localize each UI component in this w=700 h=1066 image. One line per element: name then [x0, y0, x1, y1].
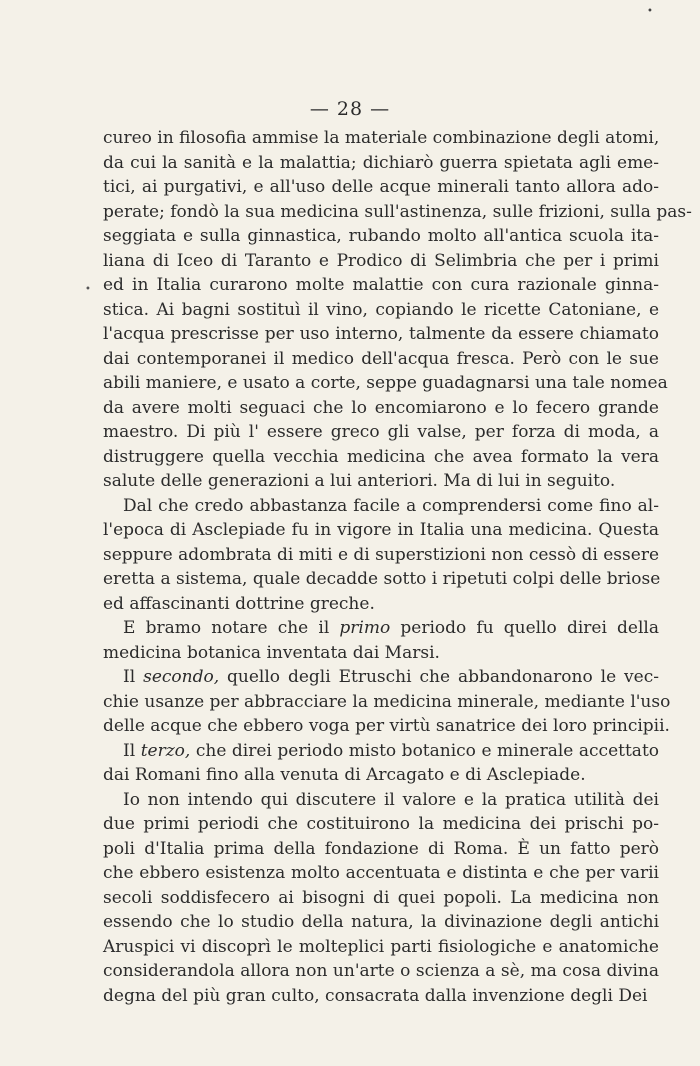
text-line: secoli soddisfecero ai bisogni di quei popoli. La medicina non: [103, 887, 659, 908]
text-line: medicina botanica inventata dai Marsi.: [103, 642, 440, 663]
text-line: seppure adombrata di miti e di superstizioni non cessò di essere: [103, 544, 659, 565]
text-line: stica. Ai bagni sostituì il vino, copiando le ricette Catoniane, e: [103, 299, 659, 320]
paragraph: [103, 494, 659, 617]
italic-term: terzo,: [140, 740, 191, 761]
text-line: da cui la sanità e la malattia; dichiarò guerra spietata agli eme-: [103, 152, 659, 173]
page-number: — 28 —: [309, 98, 391, 120]
margin-mark: •: [85, 284, 91, 295]
body-text: [103, 126, 692, 1008]
text-line: abili maniere, e usato a corte, seppe guadagnarsi una tale nomea: [103, 373, 668, 393]
text-line: delle acque che ebbero voga per virtù sanatrice dei loro principii.: [103, 716, 670, 736]
text-line: ed affascinanti dottrine greche.: [103, 593, 375, 614]
paragraph: [103, 616, 659, 665]
paragraph: [103, 788, 659, 1009]
paragraph: [103, 126, 692, 494]
text-line: [103, 739, 659, 764]
text-line: dai Romani fino alla venuta di Arcagato e di Asclepiade.: [103, 765, 586, 785]
text-line: da avere molti seguaci che lo encomiarono e lo fecero grande: [103, 397, 659, 418]
text-line: liana di Iceo di Taranto e Prodico di Selimbria che per i primi: [103, 250, 659, 271]
text-line: degna del più gran culto, consacrata dalla invenzione degli Dei: [103, 985, 648, 1006]
paragraph: [103, 665, 671, 739]
text-line: maestro. Di più l' essere greco gli valse, per forza di moda, a: [103, 422, 659, 442]
text-line: due primi periodi che costituirono la medicina dei prischi po-: [103, 814, 659, 834]
text-line: Dal che credo abbastanza facile a comprendersi come fino al-: [123, 495, 659, 516]
text-line: l'epoca di Asclepiade fu in vigore in Italia una medicina. Questa: [103, 520, 659, 540]
text-line: salute delle generazioni a lui anteriori. Ma di lui in seguito.: [103, 471, 616, 491]
text-run: Il: [123, 667, 144, 687]
text-line: Aruspici vi discoprì le molteplici parti fisiologiche e anatomiche: [103, 936, 659, 957]
text-run: E bramo notare che il: [123, 618, 340, 638]
text-line: tici, ai purgativi, e all'uso delle acque minerali tanto allora ado-: [103, 177, 659, 197]
corner-mark: •: [647, 6, 653, 17]
italic-term: secondo,: [143, 667, 220, 687]
text-run: che direi periodo misto botanico e minerale accettato: [190, 740, 660, 761]
text-line: l'acqua prescrisse per uso interno, talmente da essere chiamato: [103, 324, 659, 344]
text-line: ed in Italia curarono molte malattie con cura razionale ginna-: [103, 275, 659, 295]
text-line: essendo che lo studio della natura, la divinazione degli antichi: [103, 912, 659, 932]
text-line: che ebbero esistenza molto accentuata e distinta e che per varii: [103, 863, 659, 883]
paragraph: [103, 739, 659, 788]
text-line: poli d'Italia prima della fondazione di Roma. È un fatto però: [103, 838, 659, 859]
text-line: seggiata e sulla ginnastica, rubando molto all'antica scuola ita-: [103, 226, 659, 246]
text-line: chie usanze per abbracciare la medicina minerale, mediante l'uso: [103, 691, 671, 712]
text-run: quello degli Etruschi che abbandonarono le vec-: [219, 667, 659, 687]
text-line: considerandola allora non un'arte o scienza a sè, ma cosa divina: [103, 961, 659, 981]
text-line: [103, 665, 659, 690]
italic-term: primo: [339, 618, 391, 638]
text-line: Io non intendo qui discutere il valore e la pratica utilità dei: [123, 789, 659, 810]
text-line: distruggere quella vecchia medicina che avea formato la vera: [103, 446, 659, 467]
text-line: perate; fondò la sua medicina sull'astinenza, sulle frizioni, sulla pas-: [103, 201, 692, 222]
text-run: periodo fu quello direi della: [390, 618, 659, 638]
text-line: [103, 616, 659, 641]
text-line: dai contemporanei il medico dell'acqua fresca. Però con le sue: [103, 348, 659, 369]
text-line: eretta a sistema, quale decadde sotto i ripetuti colpi delle briose: [103, 569, 661, 589]
text-line: cureo in filosofia ammise la materiale combinazione degli atomi,: [103, 128, 660, 148]
text-run: Il: [123, 740, 141, 761]
